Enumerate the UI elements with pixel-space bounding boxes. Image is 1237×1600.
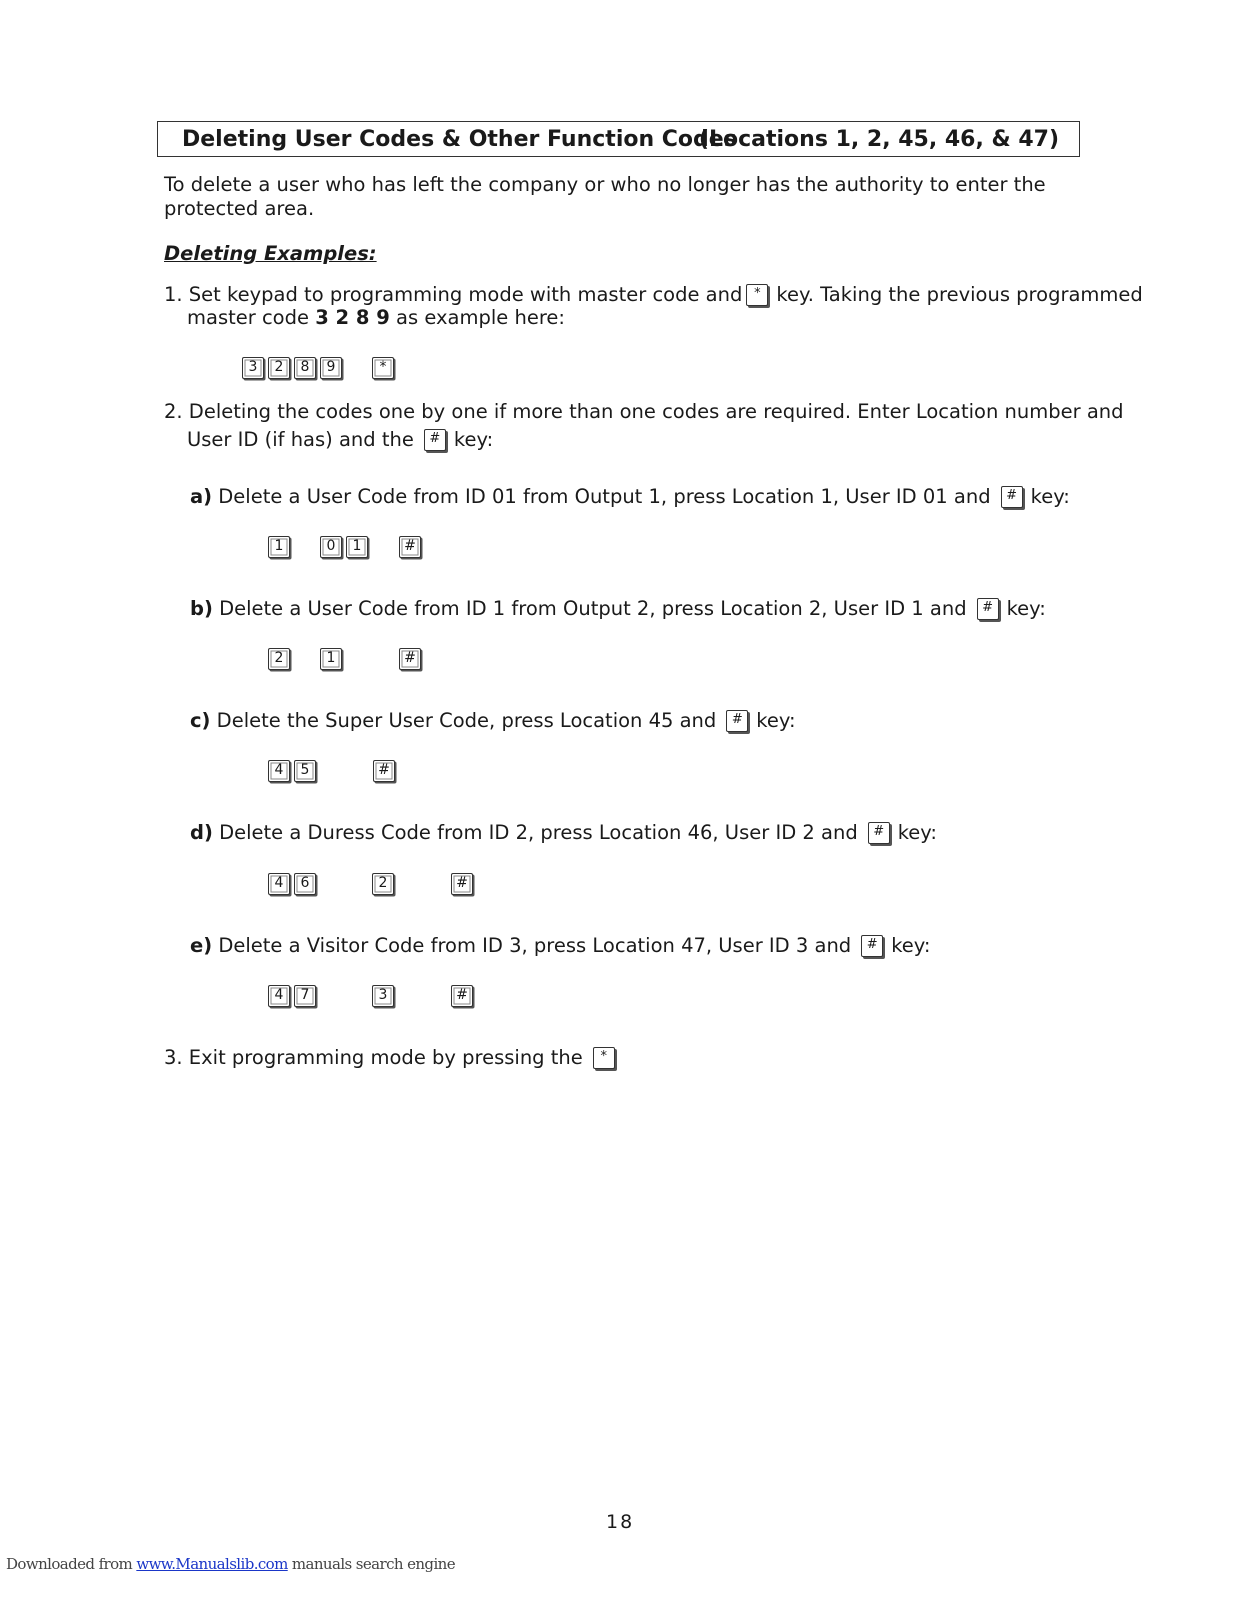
star-key-icon: * (746, 284, 768, 306)
key-button: 2 (372, 873, 394, 895)
key-button: 2 (268, 357, 290, 379)
key-button: 3 (242, 357, 264, 379)
step2-line2: User ID (if has) and the # key: (187, 428, 494, 451)
key-button: 0 (320, 536, 342, 558)
section-title-box (157, 121, 1080, 157)
key-button: 6 (294, 873, 316, 895)
master-code: 3 2 8 9 (315, 306, 390, 329)
key-button: 7 (294, 985, 316, 1007)
key-button: 1 (320, 648, 342, 670)
page-number: 18 (606, 1511, 635, 1533)
key-button: 1 (346, 536, 368, 558)
hash-key-icon: # (726, 710, 748, 732)
key-button: 1 (268, 536, 290, 558)
hash-key-icon: # (861, 935, 883, 957)
manualslib-link[interactable]: www.Manualslib.com (136, 1555, 288, 1573)
key-button: 2 (268, 648, 290, 670)
key-button: 8 (294, 357, 316, 379)
step1-line2: master code 3 2 8 9 as example here: (187, 306, 565, 329)
hash-key-button: # (373, 760, 395, 782)
key-button: 5 (294, 760, 316, 782)
example-d: d) Delete a Duress Code from ID 2, press Location 46, User ID 2 and # key: (190, 821, 937, 844)
star-key-icon: * (593, 1047, 615, 1069)
step2-line1: 2. Deleting the codes one by one if more than one codes are required. Enter Location number and (164, 400, 1124, 423)
hash-key-icon: # (424, 429, 446, 451)
example-a: a) Delete a User Code from ID 01 from Output 1, press Location 1, User ID 01 and # key: (190, 485, 1070, 508)
hash-key-button: # (451, 873, 473, 895)
hash-key-button: # (399, 648, 421, 670)
section-locations: (Locations 1, 2, 45, 46, & 47) (698, 127, 1059, 152)
intro-paragraph: To delete a user who has left the company or who no longer has the authority to enter the protected area. (164, 173, 1046, 220)
step1-line1: 1. Set keypad to programming mode with master code and * key. Taking the previous programmed (164, 283, 1143, 306)
step3: 3. Exit programming mode by pressing the * (164, 1046, 623, 1070)
key-button: 4 (268, 760, 290, 782)
example-c: c) Delete the Super User Code, press Location 45 and # key: (190, 709, 796, 732)
download-footer: Downloaded from www.Manualslib.com manuals search engine (6, 1555, 455, 1573)
hash-key-icon: # (868, 822, 890, 844)
hash-key-icon: # (1001, 486, 1023, 508)
section-title: Deleting User Codes & Other Function Codes (182, 127, 737, 152)
key-button: 9 (320, 357, 342, 379)
key-button: 3 (372, 985, 394, 1007)
key-button: 4 (268, 873, 290, 895)
hash-key-button: # (399, 536, 421, 558)
hash-key-button: # (451, 985, 473, 1007)
example-b: b) Delete a User Code from ID 1 from Output 2, press Location 2, User ID 1 and # key: (190, 597, 1046, 620)
example-e: e) Delete a Visitor Code from ID 3, press Location 47, User ID 3 and # key: (190, 934, 931, 957)
examples-subheading: Deleting Examples: (164, 242, 377, 265)
key-button: 4 (268, 985, 290, 1007)
star-key-button: * (372, 357, 394, 379)
hash-key-icon: # (977, 598, 999, 620)
